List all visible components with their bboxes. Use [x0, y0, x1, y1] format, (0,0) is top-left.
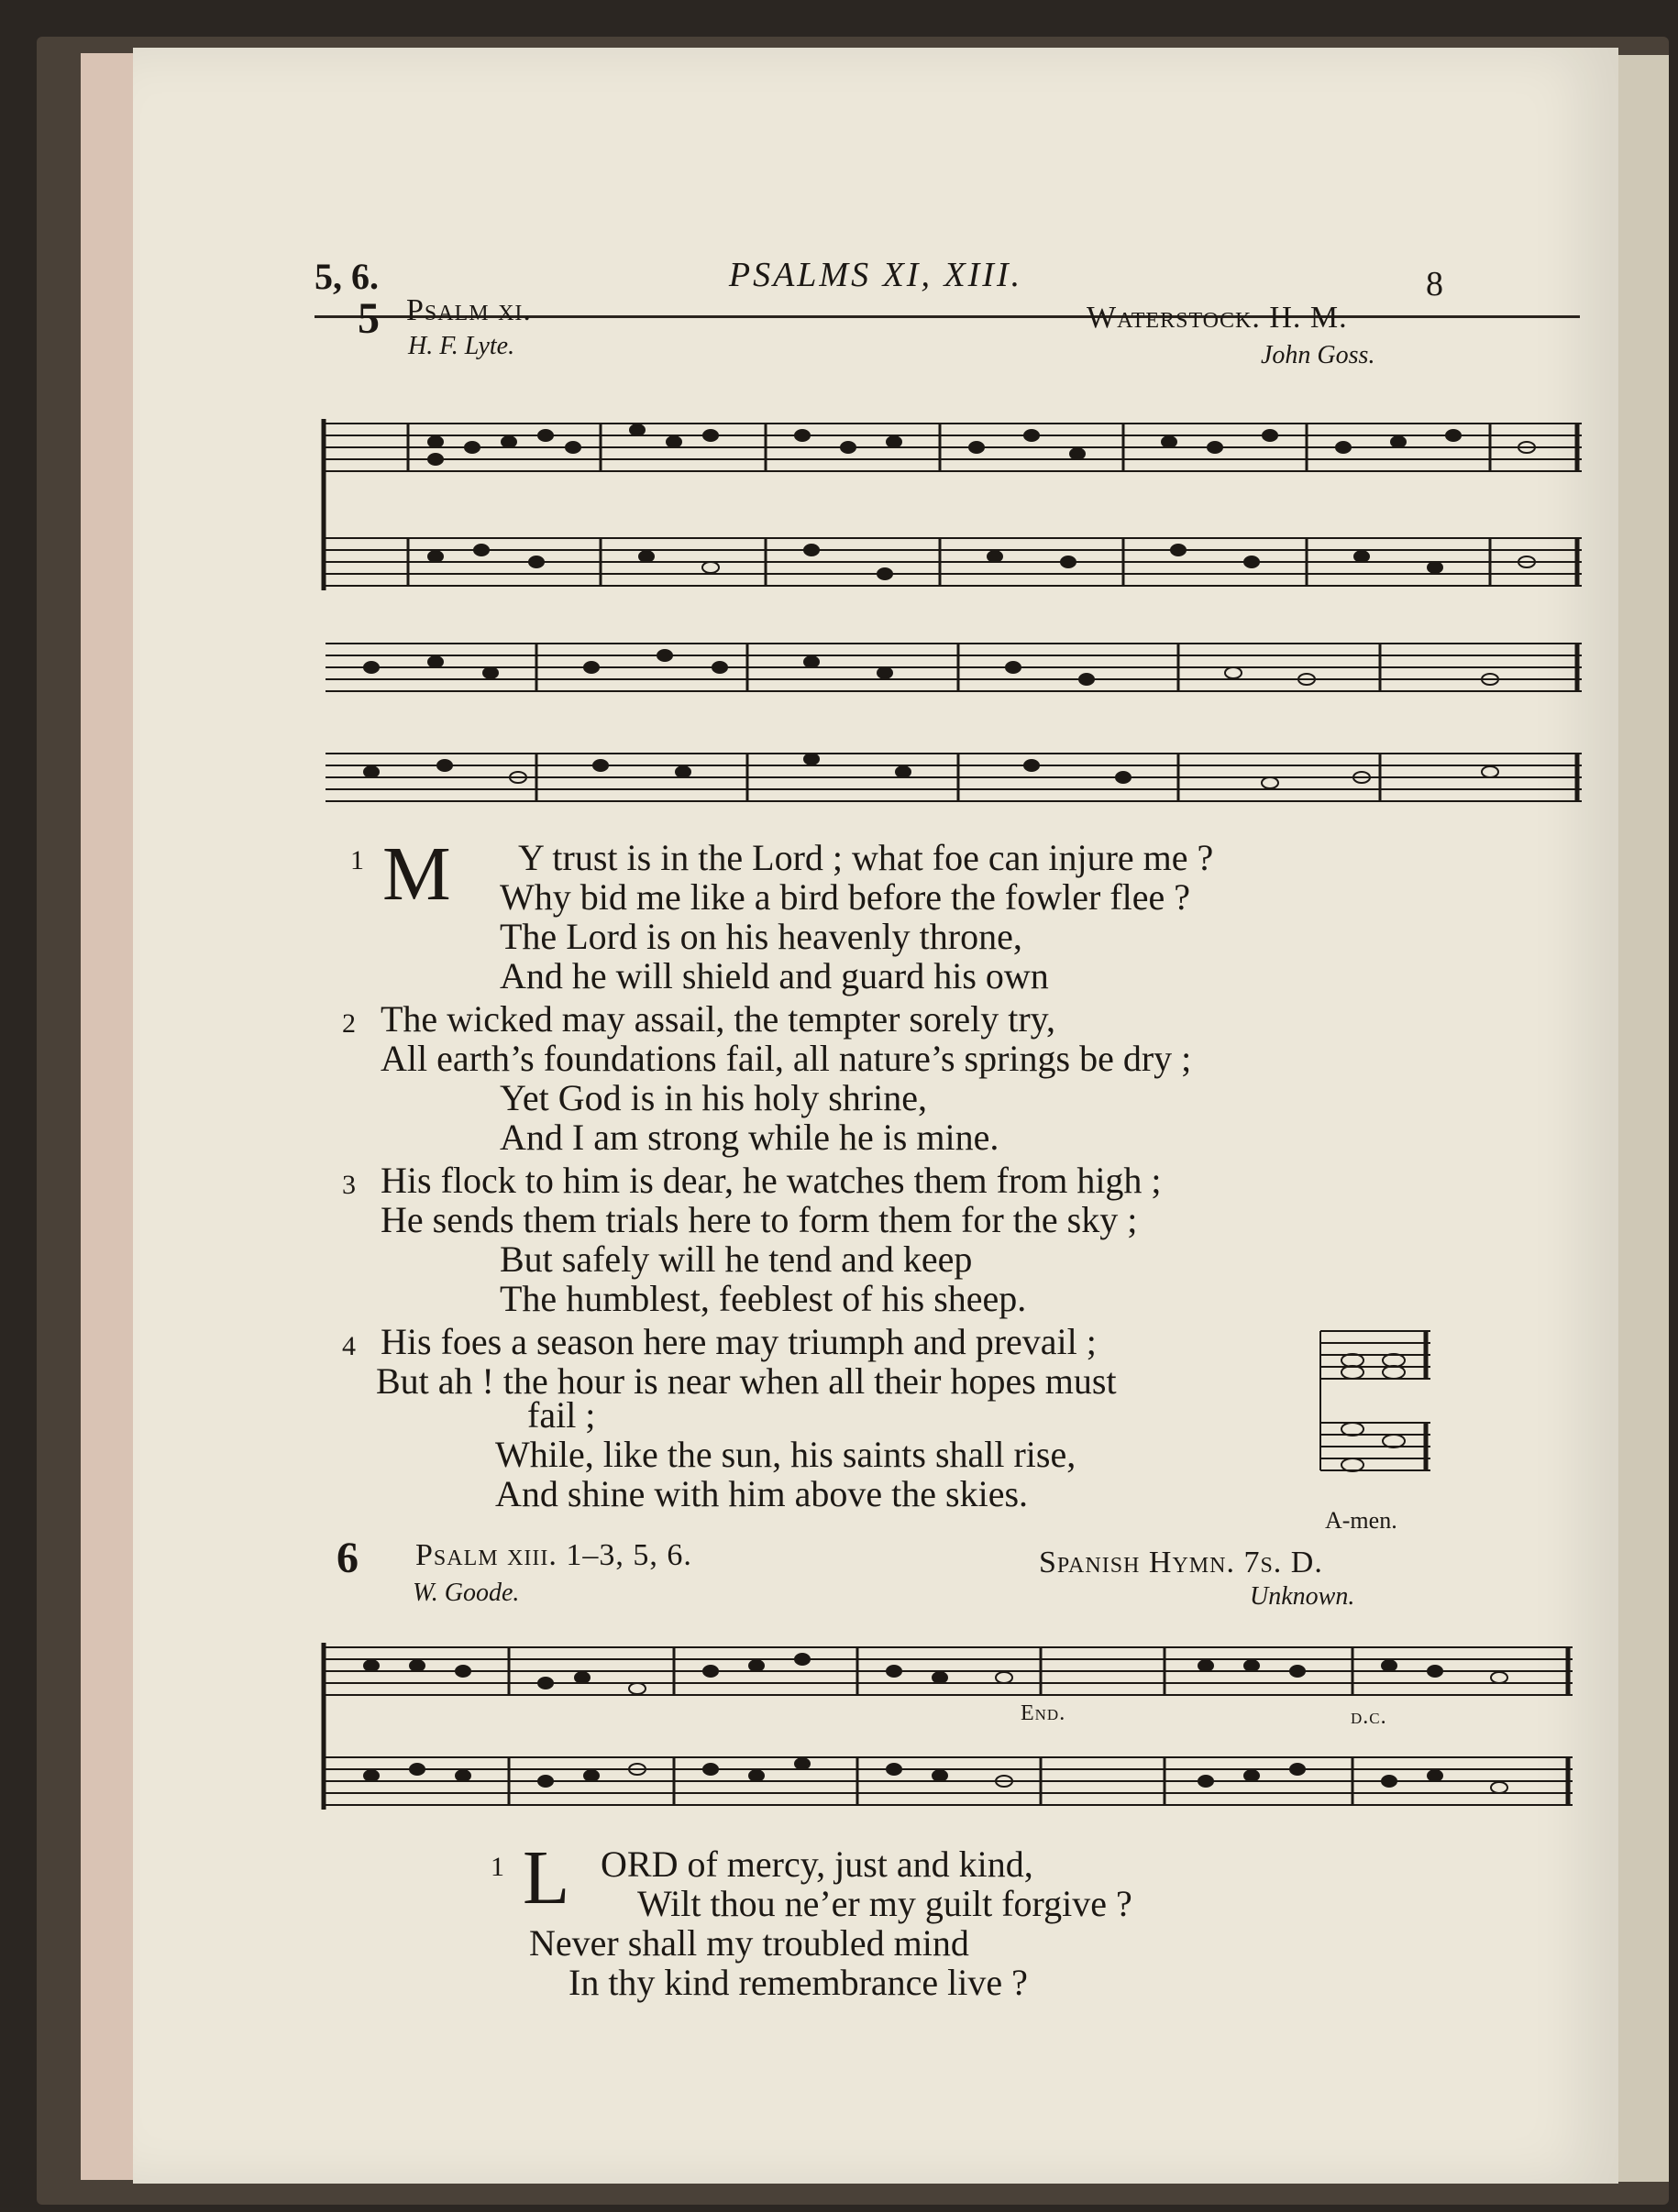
hymn-number: 5 [358, 294, 380, 343]
verse-line: But safely will he tend and keep [500, 1238, 973, 1280]
verse-line: ORD of mercy, just and kind, [601, 1843, 1033, 1885]
verse-line: And he will shield and guard his own [500, 955, 1049, 996]
verse-line: The wicked may assail, the tempter sorely try, [381, 998, 1056, 1040]
music-score-hymn-5 [298, 378, 1600, 827]
verse-line: But ah ! the hour is near when all their hopes must [376, 1360, 1117, 1402]
verse-line: Yet God is in his holy shrine, [500, 1077, 927, 1118]
author: W. Goode. [413, 1579, 520, 1607]
verse-line: And I am strong while he is mine. [500, 1117, 999, 1158]
verse-number: 4 [342, 1331, 356, 1361]
verse-number: 3 [342, 1170, 356, 1200]
verse-line: Never shall my troubled mind [529, 1922, 969, 1964]
verse-line: All earth’s foundations fail, all nature’s springs be dry ; [381, 1038, 1192, 1079]
verse-number: 1 [491, 1852, 504, 1882]
verse-line: His flock to him is dear, he watches them from high ; [381, 1160, 1162, 1201]
verse-line: In thy kind remembrance live ? [569, 1962, 1028, 2003]
facing-page-edge [1618, 55, 1669, 2182]
page-number: 8 [1426, 265, 1443, 303]
psalm-reference: Psalm xi. [406, 293, 532, 327]
hymn-range: 5, 6. [315, 256, 379, 297]
verse-line: Why bid me like a bird before the fowler flee ? [500, 876, 1191, 918]
author: H. F. Lyte. [408, 332, 515, 360]
running-header [133, 202, 1618, 303]
verse-line: And shine with him above the skies. [495, 1473, 1029, 1514]
tune-name: Waterstock. H. M. [1087, 301, 1348, 335]
treble-staff [326, 424, 1582, 471]
verse-line: While, like the sun, his saints shall rise, [495, 1434, 1076, 1475]
book-page [133, 48, 1618, 2184]
amen-score [1316, 1313, 1435, 1524]
composer: Unknown. [1250, 1582, 1355, 1611]
verse-line: His foes a season here may triumph and prevail ; [381, 1321, 1097, 1362]
hymn-number: 6 [337, 1534, 359, 1582]
end-mark: End. [1021, 1701, 1066, 1725]
drop-cap: M [382, 831, 451, 917]
dc-mark: d.c. [1351, 1705, 1387, 1729]
amen-label: A-men. [1325, 1507, 1397, 1534]
composer: John Goss. [1261, 341, 1375, 369]
verse-line: The humblest, feeblest of his sheep. [500, 1278, 1027, 1319]
verse-line: The Lord is on his heavenly throne, [500, 916, 1022, 957]
music-score-hymn-6 [289, 1624, 1591, 1835]
verse-number: 2 [342, 1008, 356, 1039]
verse-number: 1 [350, 845, 364, 875]
verse-line: He sends them trials here to form them for the sky ; [381, 1199, 1138, 1240]
drop-cap: L [523, 1835, 570, 1920]
verse-line: Y trust is in the Lord ; what foe can injure me ? [518, 837, 1214, 878]
psalm-reference: Psalm xiii. 1–3, 5, 6. [415, 1538, 692, 1572]
page-title: PSALMS XI, XIII. [728, 256, 1023, 294]
tune-name: Spanish Hymn. 7s. D. [1039, 1546, 1323, 1579]
verse-line: fail ; [527, 1394, 596, 1436]
verse-line: Wilt thou ne’er my guilt forgive ? [637, 1883, 1132, 1924]
bass-staff [326, 538, 1582, 586]
